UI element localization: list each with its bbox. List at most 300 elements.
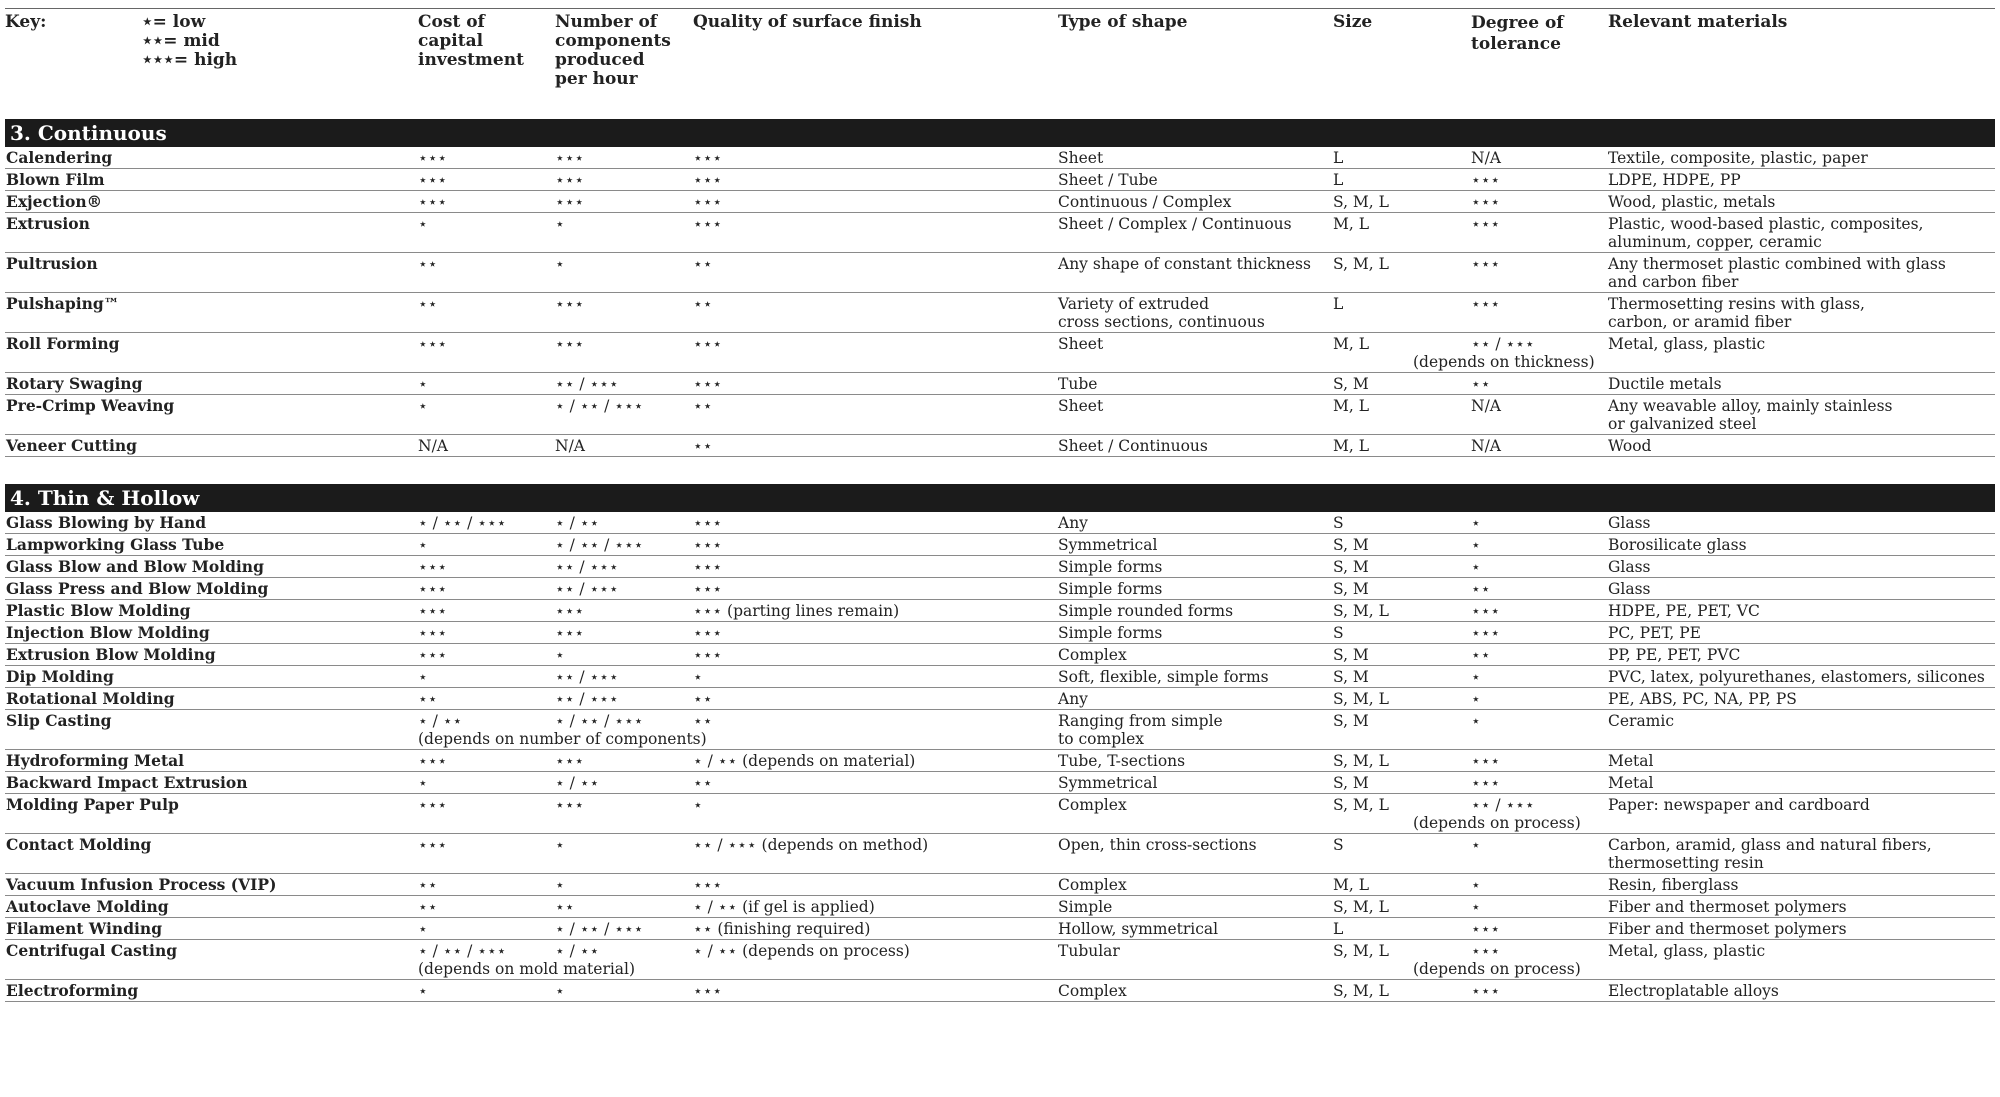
surface-finish-cell: ⋆⋆⋆ (693, 333, 1058, 373)
shape-type-cell: Complex (1058, 644, 1333, 666)
shape-type-cell: Sheet / Continuous (1058, 435, 1333, 457)
process-name-cell: Slip Casting (5, 710, 418, 750)
tolerance-cell: ⋆⋆⋆ (1471, 191, 1608, 213)
components-per-hour-cell: ⋆ / ⋆⋆ / ⋆⋆⋆ (555, 918, 693, 940)
size-cell: S, M (1333, 373, 1471, 395)
tolerance-cell: ⋆ (1471, 666, 1608, 688)
size-cell: S (1333, 834, 1471, 874)
table-row (5, 435, 1995, 457)
shape-type-line: to complex (1058, 730, 1144, 748)
materials-cell: Wood (1608, 435, 1995, 457)
shape-type-cell: Hollow, symmetrical (1058, 918, 1333, 940)
shape-type-cell: Tubular (1058, 940, 1333, 980)
components-per-hour-cell: ⋆ / ⋆⋆ / ⋆⋆⋆ (555, 395, 693, 435)
components-per-hour-cell: ⋆⋆⋆ (555, 169, 693, 191)
shape-type-cell: Complex (1058, 794, 1333, 834)
key-legend (142, 13, 237, 70)
components-per-hour-cell: ⋆⋆ / ⋆⋆⋆ (555, 688, 693, 710)
process-name-cell: Vacuum Infusion Process (VIP) (5, 874, 418, 896)
materials-cell: Electroplatable alloys (1608, 980, 1995, 1002)
surface-finish-cell: ⋆ / ⋆⋆ (if gel is applied) (693, 896, 1058, 918)
process-name-cell: Hydroforming Metal (5, 750, 418, 772)
surface-finish-cell: ⋆⋆⋆ (693, 534, 1058, 556)
column-header-components: Number of components produced per hour (555, 12, 671, 89)
process-name-cell: Backward Impact Extrusion (5, 772, 418, 794)
tolerance-cell: ⋆⋆⋆ (1471, 293, 1608, 333)
cost-cell: ⋆ (418, 918, 555, 940)
materials-cell: Fiber and thermoset polymers (1608, 918, 1995, 940)
cost-cell: ⋆ (418, 395, 555, 435)
table-row (5, 253, 1995, 293)
tolerance-cell: ⋆⋆⋆ (1471, 213, 1608, 253)
components-per-hour-cell: ⋆⋆⋆ (555, 750, 693, 772)
size-cell: S, M, L (1333, 794, 1471, 834)
size-cell: S, M (1333, 534, 1471, 556)
process-name-cell: Contact Molding (5, 834, 418, 874)
materials-cell: Metal (1608, 772, 1995, 794)
surface-finish-cell: ⋆⋆ (693, 688, 1058, 710)
tolerance-cell (1413, 794, 1608, 834)
tolerance-line: (depends on thickness) (1413, 353, 1595, 371)
shape-type-cell: Symmetrical (1058, 534, 1333, 556)
cost-cell (418, 940, 636, 980)
surface-finish-cell: ⋆⋆⋆ (693, 512, 1058, 534)
materials-cell: Paper: newspaper and cardboard (1608, 794, 1995, 834)
components-per-hour-cell: ⋆⋆ / ⋆⋆⋆ (555, 556, 693, 578)
components-per-hour-cell: ⋆⋆⋆ (555, 293, 693, 333)
components-per-hour-cell: ⋆⋆⋆ (555, 333, 693, 373)
shape-type-cell: Simple (1058, 896, 1333, 918)
materials-line: carbon, or aramid fiber (1608, 313, 1792, 331)
components-per-hour-cell: ⋆ (555, 644, 693, 666)
surface-finish-cell: ⋆ / ⋆⋆ (depends on process) (693, 940, 1058, 980)
surface-finish-cell: ⋆⋆ (693, 710, 1058, 750)
process-name-cell: Plastic Blow Molding (5, 600, 418, 622)
tolerance-cell: ⋆⋆⋆ (1471, 253, 1608, 293)
process-name-cell: Veneer Cutting (5, 435, 418, 457)
process-name-cell: Extrusion Blow Molding (5, 644, 418, 666)
materials-cell: Ceramic (1608, 710, 1995, 750)
process-name-cell: Autoclave Molding (5, 896, 418, 918)
materials-line: aluminum, copper, ceramic (1608, 233, 1822, 251)
size-cell: L (1333, 918, 1471, 940)
shape-type-cell (1058, 710, 1333, 750)
surface-finish-cell: ⋆⋆⋆ (693, 644, 1058, 666)
cost-cell: ⋆⋆ (418, 874, 555, 896)
process-name-cell: Pre-Crimp Weaving (5, 395, 418, 435)
table-row (5, 600, 1995, 622)
tolerance-line: ⋆⋆ / ⋆⋆⋆ (1471, 335, 1535, 353)
table-row (5, 293, 1995, 333)
cost-cell: ⋆ (418, 772, 555, 794)
materials-cell: Metal, glass, plastic (1608, 333, 1995, 373)
materials-cell: Wood, plastic, metals (1608, 191, 1995, 213)
size-cell: S, M, L (1333, 688, 1471, 710)
cost-cell: ⋆⋆ (418, 896, 555, 918)
column-header-shape: Type of shape (1058, 12, 1188, 32)
table-row (5, 395, 1995, 435)
tolerance-cell: N/A (1471, 147, 1608, 169)
shape-type-cell: Complex (1058, 874, 1333, 896)
process-name-cell: Molding Paper Pulp (5, 794, 418, 834)
tolerance-cell: N/A (1471, 435, 1608, 457)
section-table-thin-hollow (5, 512, 1995, 1002)
process-name-cell: Rotational Molding (5, 688, 418, 710)
process-name-cell: Lampworking Glass Tube (5, 534, 418, 556)
components-per-hour-cell: ⋆⋆ / ⋆⋆⋆ (555, 578, 693, 600)
size-cell: S, M, L (1333, 600, 1471, 622)
table-row (5, 622, 1995, 644)
size-cell: S, M (1333, 772, 1471, 794)
table-row (5, 578, 1995, 600)
process-name-cell: Glass Blow and Blow Molding (5, 556, 418, 578)
size-cell: S (1333, 622, 1471, 644)
materials-cell (1608, 834, 1995, 874)
size-cell: L (1333, 147, 1471, 169)
shape-type-cell: Simple rounded forms (1058, 600, 1333, 622)
cost-line: (depends on number of components) (418, 730, 707, 748)
size-cell: S, M, L (1333, 253, 1471, 293)
tolerance-cell (1413, 940, 1608, 980)
section-table-continuous (5, 147, 1995, 457)
components-per-hour-cell: ⋆ (555, 980, 693, 1002)
size-cell: L (1333, 293, 1471, 333)
components-per-hour-cell: ⋆⋆⋆ (555, 794, 693, 834)
shape-type-cell: Simple forms (1058, 578, 1333, 600)
surface-finish-cell: ⋆⋆⋆ (693, 874, 1058, 896)
cost-cell: ⋆⋆ (418, 253, 555, 293)
tolerance-cell: ⋆⋆⋆ (1471, 918, 1608, 940)
table-row (5, 874, 1995, 896)
shape-type-cell: Tube (1058, 373, 1333, 395)
materials-cell: HDPE, PE, PET, VC (1608, 600, 1995, 622)
components-per-hour-cell: ⋆ / ⋆⋆ (555, 772, 693, 794)
surface-finish-cell: ⋆⋆ (693, 253, 1058, 293)
shape-type-cell (1058, 293, 1333, 333)
shape-type-line: cross sections, continuous (1058, 313, 1265, 331)
materials-cell (1608, 253, 1995, 293)
table-row (5, 169, 1995, 191)
shape-type-cell: Sheet / Complex / Continuous (1058, 213, 1333, 253)
surface-finish-cell: ⋆ (693, 666, 1058, 688)
shape-type-cell: Any (1058, 512, 1333, 534)
tolerance-cell: ⋆⋆⋆ (1471, 750, 1608, 772)
tolerance-cell: ⋆⋆ (1471, 578, 1608, 600)
shape-type-cell: Continuous / Complex (1058, 191, 1333, 213)
tolerance-cell: ⋆ (1471, 534, 1608, 556)
materials-line: Carbon, aramid, glass and natural fibers, (1608, 836, 1932, 854)
shape-type-cell: Simple forms (1058, 622, 1333, 644)
size-cell: S, M (1333, 666, 1471, 688)
process-name-cell: Calendering (5, 147, 418, 169)
process-name-cell: Electroforming (5, 980, 418, 1002)
table-row (5, 896, 1995, 918)
tolerance-cell: N/A (1471, 395, 1608, 435)
components-per-hour-cell: ⋆⋆⋆ (555, 191, 693, 213)
tolerance-cell: ⋆⋆⋆ (1471, 772, 1608, 794)
surface-finish-cell: ⋆⋆⋆ (693, 556, 1058, 578)
table-row (5, 213, 1995, 253)
size-cell: M, L (1333, 874, 1471, 896)
components-per-hour-cell: ⋆⋆⋆ (555, 147, 693, 169)
section-header-continuous: 3. Continuous (5, 119, 1995, 147)
tolerance-line: ⋆⋆ / ⋆⋆⋆ (1471, 796, 1535, 814)
materials-cell: PE, ABS, PC, NA, PP, PS (1608, 688, 1995, 710)
process-name-cell: Dip Molding (5, 666, 418, 688)
surface-finish-cell: ⋆⋆⋆ (693, 373, 1058, 395)
tolerance-cell: ⋆⋆⋆ (1471, 980, 1608, 1002)
surface-finish-cell: ⋆⋆⋆ (693, 980, 1058, 1002)
process-name-cell: Glass Press and Blow Molding (5, 578, 418, 600)
process-comparison-table (5, 0, 1995, 1002)
materials-cell: Glass (1608, 556, 1995, 578)
tolerance-cell: ⋆⋆⋆ (1471, 600, 1608, 622)
components-per-hour-cell: ⋆ (555, 834, 693, 874)
process-name-cell: Pulshaping™ (5, 293, 418, 333)
materials-cell: PVC, latex, polyurethanes, elastomers, silicones (1608, 666, 1995, 688)
surface-finish-cell: ⋆⋆ (693, 435, 1058, 457)
process-name-cell: Injection Blow Molding (5, 622, 418, 644)
materials-cell: Glass (1608, 578, 1995, 600)
table-row (5, 534, 1995, 556)
table-row (5, 147, 1995, 169)
table-row (5, 688, 1995, 710)
cost-cell: ⋆⋆ (418, 688, 555, 710)
key-low: ⋆= low (142, 12, 206, 32)
cost-cell: ⋆⋆⋆ (418, 556, 555, 578)
column-header-tolerance: Degree of tolerance (1471, 13, 1564, 54)
tolerance-cell: ⋆⋆⋆ (1471, 622, 1608, 644)
key-high: ⋆⋆⋆= high (142, 50, 238, 70)
process-name-cell: Extrusion (5, 213, 418, 253)
tolerance-line: (depends on process) (1413, 814, 1581, 832)
table-row (5, 644, 1995, 666)
surface-finish-cell: ⋆⋆ (finishing required) (693, 918, 1058, 940)
size-cell: M, L (1333, 395, 1471, 435)
shape-type-cell: Sheet (1058, 333, 1333, 373)
cost-cell: ⋆ (418, 213, 555, 253)
size-cell: S, M (1333, 556, 1471, 578)
size-cell: M, L (1333, 213, 1471, 253)
column-header-surface-finish: Quality of surface finish (693, 12, 922, 32)
size-cell: S, M (1333, 578, 1471, 600)
cost-cell: ⋆⋆⋆ (418, 578, 555, 600)
cost-cell: ⋆⋆⋆ (418, 834, 555, 874)
materials-line: Any weavable alloy, mainly stainless (1608, 397, 1893, 415)
table-row (5, 918, 1995, 940)
materials-line: and carbon fiber (1608, 273, 1739, 291)
materials-cell: LDPE, HDPE, PP (1608, 169, 1995, 191)
key-mid: ⋆⋆= mid (142, 31, 220, 51)
table-row (5, 373, 1995, 395)
tolerance-cell: ⋆ (1471, 710, 1608, 750)
process-name-cell: Centrifugal Casting (5, 940, 418, 980)
size-cell: S, M, L (1333, 896, 1471, 918)
shape-type-cell: Tube, T-sections (1058, 750, 1333, 772)
cost-cell: ⋆⋆⋆ (418, 191, 555, 213)
size-cell: M, L (1333, 333, 1471, 373)
table-row (5, 772, 1995, 794)
tolerance-cell: ⋆ (1471, 896, 1608, 918)
table-row (5, 666, 1995, 688)
cost-cell: ⋆ / ⋆⋆ / ⋆⋆⋆ (418, 512, 555, 534)
cost-cell: ⋆⋆⋆ (418, 333, 555, 373)
components-per-hour-cell: ⋆ / ⋆⋆ (555, 940, 693, 980)
table-row (5, 834, 1995, 874)
tolerance-cell: ⋆ (1471, 688, 1608, 710)
table-row (5, 710, 1995, 750)
shape-type-cell: Complex (1058, 980, 1333, 1002)
components-per-hour-cell: ⋆ / ⋆⋆ (555, 512, 693, 534)
size-cell: S, M (1333, 644, 1471, 666)
cost-line: ⋆ / ⋆⋆ (418, 712, 463, 730)
materials-cell (1608, 293, 1995, 333)
surface-finish-cell: ⋆⋆⋆ (693, 191, 1058, 213)
materials-cell: Ductile metals (1608, 373, 1995, 395)
cost-cell: ⋆⋆ (418, 293, 555, 333)
shape-type-cell: Sheet / Tube (1058, 169, 1333, 191)
size-cell: S, M, L (1333, 980, 1471, 1002)
materials-cell: Metal (1608, 750, 1995, 772)
components-per-hour-cell: ⋆ (555, 213, 693, 253)
cost-cell: N/A (418, 435, 555, 457)
size-cell: S (1333, 512, 1471, 534)
tolerance-cell: ⋆ (1471, 556, 1608, 578)
materials-cell (1608, 213, 1995, 253)
column-header-size: Size (1333, 12, 1373, 32)
cost-cell: ⋆ (418, 980, 555, 1002)
cost-cell (418, 710, 707, 750)
cost-cell: ⋆⋆⋆ (418, 644, 555, 666)
shape-type-cell: Simple forms (1058, 556, 1333, 578)
column-header-cost: Cost of capital investment (418, 12, 524, 70)
table-header (5, 8, 1995, 116)
tolerance-cell (1413, 333, 1608, 373)
materials-cell: Borosilicate glass (1608, 534, 1995, 556)
surface-finish-cell: ⋆⋆⋆ (693, 578, 1058, 600)
materials-line: thermosetting resin (1608, 854, 1764, 872)
materials-cell: Glass (1608, 512, 1995, 534)
table-row (5, 333, 1995, 373)
materials-line: Plastic, wood-based plastic, composites, (1608, 215, 1924, 233)
cost-cell: ⋆⋆⋆ (418, 600, 555, 622)
process-name-cell: Blown Film (5, 169, 418, 191)
materials-line: Any thermoset plastic combined with glass (1608, 255, 1946, 273)
shape-type-cell: Sheet (1058, 395, 1333, 435)
surface-finish-cell: ⋆ (693, 794, 1058, 834)
components-per-hour-cell: ⋆⋆⋆ (555, 600, 693, 622)
process-name-cell: Filament Winding (5, 918, 418, 940)
key-label: Key: (5, 12, 47, 32)
size-cell: L (1333, 169, 1471, 191)
process-name-cell: Rotary Swaging (5, 373, 418, 395)
materials-cell: Textile, composite, plastic, paper (1608, 147, 1995, 169)
materials-cell: PC, PET, PE (1608, 622, 1995, 644)
size-cell: S, M (1333, 710, 1471, 750)
materials-cell: Resin, fiberglass (1608, 874, 1995, 896)
cost-cell: ⋆ (418, 373, 555, 395)
cost-cell: ⋆⋆⋆ (418, 622, 555, 644)
tolerance-cell: ⋆⋆ (1471, 373, 1608, 395)
table-row (5, 794, 1995, 834)
components-per-hour-cell: ⋆ (555, 253, 693, 293)
tolerance-line: ⋆⋆⋆ (1471, 942, 1501, 960)
column-header-materials: Relevant materials (1608, 12, 1788, 32)
cost-cell: ⋆⋆⋆ (418, 147, 555, 169)
components-per-hour-cell: ⋆⋆ (555, 896, 693, 918)
table-row (5, 556, 1995, 578)
table-row (5, 940, 1995, 980)
shape-type-cell: Any (1058, 688, 1333, 710)
cost-cell: ⋆⋆⋆ (418, 169, 555, 191)
surface-finish-cell: ⋆⋆ (693, 395, 1058, 435)
shape-type-cell: Any shape of constant thickness (1058, 253, 1333, 293)
materials-line: Thermosetting resins with glass, (1608, 295, 1865, 313)
tolerance-cell: ⋆⋆ (1471, 644, 1608, 666)
cost-line: (depends on mold material) (418, 960, 636, 978)
shape-type-cell: Open, thin cross-sections (1058, 834, 1333, 874)
tolerance-cell: ⋆ (1471, 874, 1608, 896)
surface-finish-cell: ⋆⋆⋆ (693, 147, 1058, 169)
surface-finish-cell: ⋆⋆⋆ (693, 213, 1058, 253)
size-cell: S, M, L (1333, 940, 1471, 980)
tolerance-cell: ⋆ (1471, 834, 1608, 874)
tolerance-cell: ⋆⋆⋆ (1471, 169, 1608, 191)
materials-cell: Fiber and thermoset polymers (1608, 896, 1995, 918)
cost-cell: ⋆⋆⋆ (418, 750, 555, 772)
surface-finish-cell: ⋆⋆⋆ (parting lines remain) (693, 600, 1058, 622)
process-name-cell: Roll Forming (5, 333, 418, 373)
surface-finish-cell: ⋆ / ⋆⋆ (depends on material) (693, 750, 1058, 772)
process-name-cell: Glass Blowing by Hand (5, 512, 418, 534)
process-name-cell: Exjection® (5, 191, 418, 213)
components-per-hour-cell: ⋆⋆ / ⋆⋆⋆ (555, 373, 693, 395)
materials-line: or galvanized steel (1608, 415, 1757, 433)
materials-cell: Metal, glass, plastic (1608, 940, 1995, 980)
shape-type-cell: Soft, flexible, simple forms (1058, 666, 1333, 688)
surface-finish-cell: ⋆⋆ (693, 293, 1058, 333)
components-per-hour-cell: ⋆ / ⋆⋆ / ⋆⋆⋆ (555, 710, 693, 750)
section-header-thin-hollow: 4. Thin & Hollow (5, 484, 1995, 512)
table-row (5, 750, 1995, 772)
surface-finish-cell: ⋆⋆⋆ (693, 622, 1058, 644)
cost-cell: ⋆⋆⋆ (418, 794, 555, 834)
cost-line: ⋆ / ⋆⋆ / ⋆⋆⋆ (418, 942, 507, 960)
surface-finish-cell: ⋆⋆ / ⋆⋆⋆ (depends on method) (693, 834, 1058, 874)
table-row (5, 980, 1995, 1002)
components-per-hour-cell: ⋆ (555, 874, 693, 896)
table-row (5, 191, 1995, 213)
components-per-hour-cell: ⋆⋆ / ⋆⋆⋆ (555, 666, 693, 688)
materials-cell (1608, 395, 1995, 435)
surface-finish-cell: ⋆⋆ (693, 772, 1058, 794)
process-name-cell: Pultrusion (5, 253, 418, 293)
shape-type-cell: Sheet (1058, 147, 1333, 169)
size-cell: M, L (1333, 435, 1471, 457)
shape-type-line: Variety of extruded (1058, 295, 1210, 313)
cost-cell: ⋆ (418, 666, 555, 688)
cost-cell: ⋆ (418, 534, 555, 556)
size-cell: S, M, L (1333, 191, 1471, 213)
tolerance-line: (depends on process) (1413, 960, 1581, 978)
components-per-hour-cell: ⋆ / ⋆⋆ / ⋆⋆⋆ (555, 534, 693, 556)
table-row (5, 512, 1995, 534)
surface-finish-cell: ⋆⋆⋆ (693, 169, 1058, 191)
components-per-hour-cell: N/A (555, 435, 693, 457)
shape-type-cell: Symmetrical (1058, 772, 1333, 794)
materials-cell: PP, PE, PET, PVC (1608, 644, 1995, 666)
components-per-hour-cell: ⋆⋆⋆ (555, 622, 693, 644)
